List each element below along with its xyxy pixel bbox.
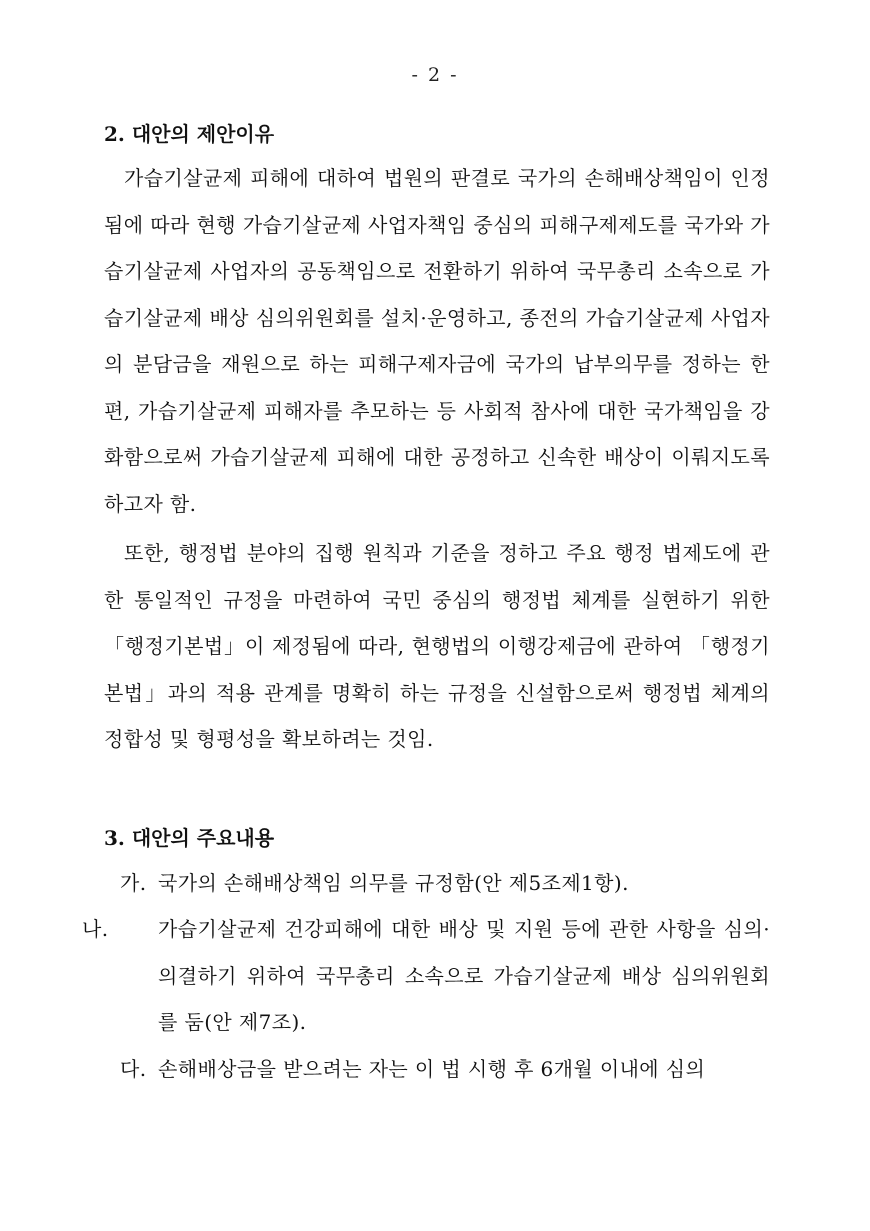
page-number: - 2 - [411, 64, 459, 86]
list-item-label: 가. [120, 871, 147, 895]
list-item-text: 국가의 손해배상책임 의무를 규정함(안 제5조제1항). [158, 871, 629, 895]
list-item [120, 860, 770, 907]
section-heading-main-contents: 3. 대안의 주요내용 [104, 826, 275, 850]
proposal-reason-paragraph-1: 가습기살균제 피해에 대하여 법원의 판결로 국가의 손해배상책임이 인정됨에 따라 현행 가습기살균제 사업자책임 중심의 피해구제제도를 국가와 가습기살균제 사업자의 공동책임으로 전환하기 위하여 국무총리 소속으로 가습기살균제 배상 심의위원회를 설치·운영하고, 종전의 가습기살균제 사업자의 분담금을 재원으로 하는 피해구제자금에 국가의 납부의무를 정하는 한편, 가습기살균제 피해자를 추모하는 등 사회적 참사에 대한 국가책임을 강화함으로써 가습기살균제 피해에 대한 공정하고 신속한 배상이 이뤄지도록 하고자 함. [104, 166, 770, 516]
section-heading-proposal-reason: 2. 대안의 제안이유 [104, 122, 275, 146]
proposal-reason-paragraph-2: 또한, 행정법 분야의 집행 원칙과 기준을 정하고 주요 행정 법제도에 관한 통일적인 규정을 마련하여 국민 중심의 행정법 체계를 실현하기 위한 「행정기본법」이 제정됨에 따라, 현행법의 이행강제금에 관하여 「행정기본법」과의 적용 관계를 명확히 하는 규정을 신설함으로써 행정법 체계의 정합성 및 형평성을 확보하려는 것임. [104, 541, 770, 751]
list-item-text: 손해배상금을 받으려는 자는 이 법 시행 후 6개월 이내에 심의 [158, 1057, 706, 1081]
list-item [120, 1046, 770, 1093]
list-item-text: 가습기살균제 건강피해에 대한 배상 및 지원 등에 관한 사항을 심의·의결하기 위하여 국무총리 소속으로 가습기살균제 배상 심의위원회를 둠(안 제7조). [158, 917, 770, 1034]
list-item [82, 906, 770, 1046]
list-item-label: 나. [82, 917, 109, 941]
list-item-label: 다. [120, 1057, 147, 1081]
